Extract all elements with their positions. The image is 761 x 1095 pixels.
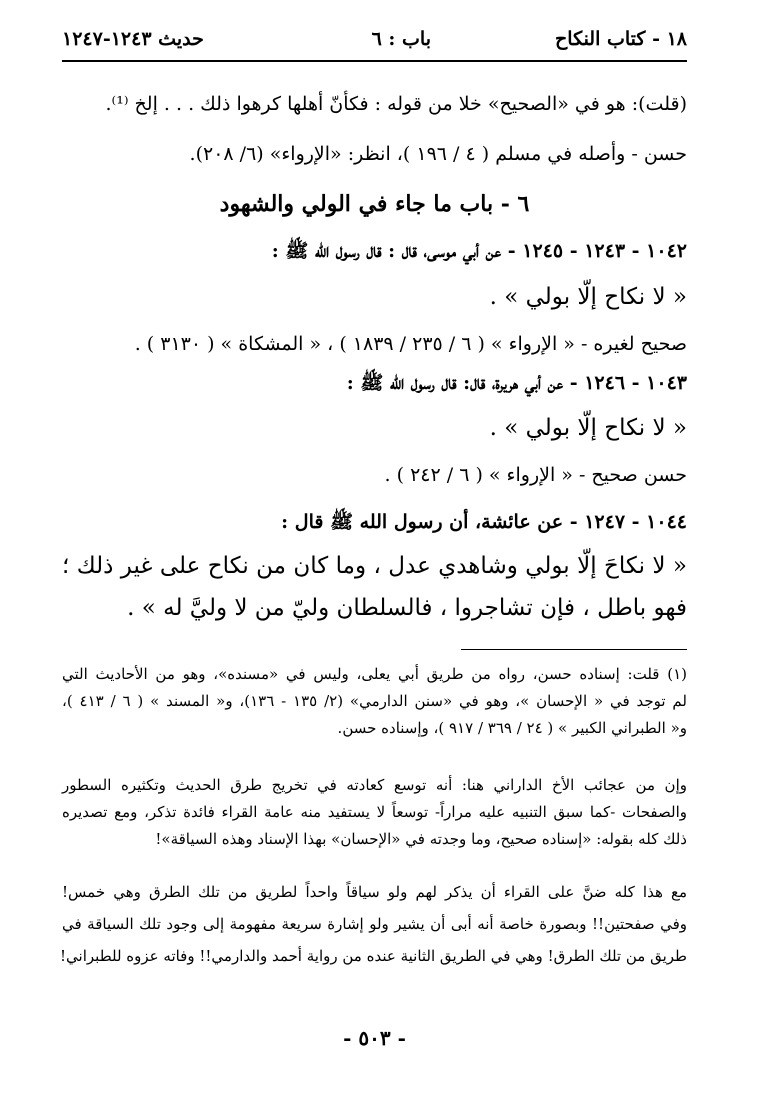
hadith-1042-grade: صحيح لغيره - « الإرواء » ( ٦ / ٢٣٥ / ١٨٣٩ ) ، « المشكاة » ( ٣١٣٠ ) . [134, 333, 687, 355]
footnote-rule [461, 649, 687, 650]
hadith-1044-text-line-1: « لا نكاحَ إلّا بولي وشاهدي عدل ، وما كان من نكاح على غير ذلك ؛ [62, 553, 687, 579]
running-header [62, 28, 687, 58]
footnote-line: (١) قلت: إسناده حسن، رواه من طريق أبي يعلى، وليس في «مسنده»، وهو من الأحاديث التي [62, 665, 687, 683]
hadith-1042-intro: ١٠٤٢ - ١٢٤٣ - ١٢٤٥ - عن أبي موسى، قال : قال رسول الله ﷺ : [271, 240, 687, 262]
chapter-title: ٦ - باب ما جاء في الولي والشهود [219, 191, 530, 217]
footnote-line: ذلك كله بقوله: «إسناده صحيح، وما وجدته في «الإحسان» بهذا الإسناد وهذه السياقة»! [155, 830, 687, 848]
footnote-line: طريق من تلك الطرق! وهي في الطريق الثانية عنده من رواية أحمد والدارمي!! وفاته عزوه للطبراني! [60, 947, 687, 965]
footnote-line: و« الطبراني الكبير » ( ٢٤ / ٣٦٩ / ٩١٧ )، وإسناده حسن. [337, 719, 687, 737]
book-page [62, 0, 687, 1095]
footnote-line: مع هذا كله ضنَّ على القراء أن يذكر لهم ولو سياقاً واحداً لطريق من تلك الطرق وهي خمس! [62, 883, 687, 901]
header-chapter: باب : ٦ [371, 28, 431, 50]
footnote-line: وفي صفحتين!! وبصورة خاصة أنه أبى أن يشير ولو إشارة سريعة مفهومة إلى وجود تلك السياقة في [62, 915, 687, 933]
note-line: (قلت): هو في «الصحيح» خلا من قوله : فكأنّ أهلها كرهوا ذلك . . . إلخ ⁽¹⁾. [105, 93, 687, 115]
hadith-1043-grade: حسن صحيح - « الإرواء » ( ٦ / ٢٤٢ ) . [384, 464, 687, 486]
hadith-1044-text-line-2: فهو باطل ، فإن تشاجروا ، فالسلطان وليّ من لا وليَّ له » . [127, 595, 687, 621]
hadith-1044-intro: ١٠٤٤ - ١٢٤٧ - عن عائشة، أن رسول الله ﷺ قال : [281, 511, 687, 533]
hadith-1042-text: « لا نكاح إلّا بولي » . [489, 284, 687, 310]
hadith-1043-text: « لا نكاح إلّا بولي » . [489, 415, 687, 441]
footnote-line: والصفحات -كما سبق التنبيه عليه مراراً- توسعاً لا يستفيد منه عامة القراء فائدة تذكر، ومع تصديره [62, 803, 687, 821]
footnote-line: وإن من عجائب الأخ الداراني هنا: أنه توسع كعادته في تخريج طرق الحديث وتكثيره السطور [62, 776, 687, 794]
header-book-title: ١٨ - كتاب النكاح [555, 28, 687, 50]
header-hadith-range: حديث ١٢٤٣-١٢٤٧ [62, 28, 204, 50]
grading-line: حسن - وأصله في مسلم ( ٤ / ١٩٦ )، انظر: «الإرواء» (٦/ ٢٠٨). [189, 143, 687, 165]
hadith-1043-intro: ١٠٤٣ - ١٢٤٦ - عن أبي هريرة، قال: قال رسول الله ﷺ : [346, 372, 687, 394]
page-number: - ٥٠٣ - [343, 1026, 406, 1050]
header-rule [62, 60, 687, 62]
footnote-line: لم توجد في « الإحسان »، وهو في «سنن الدارمي» (٢/ ١٣٥ - ١٣٦)، و« المسند » ( ٦ / ٤١٣ )، [62, 692, 687, 710]
